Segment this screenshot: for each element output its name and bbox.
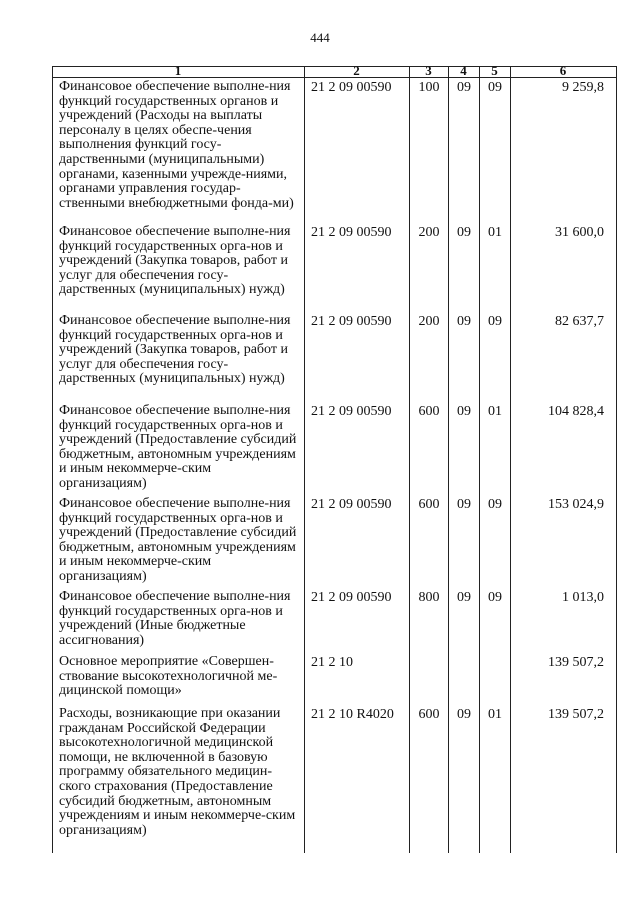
subsection-code: 01 <box>488 707 502 722</box>
expense-name: Расходы, возникающие при оказании гражданам Российской Федерации высокотехнологичной медицинской помощи, не включенной в базовую программу обязательного медицин-ского страхования (Предоставление субсидий бюджетным, автономным учреждениям и иным некоммерче-ским организациям) <box>59 706 296 838</box>
target-code: 21 2 09 00590 <box>311 314 392 329</box>
expense-type-code: 600 <box>418 404 440 419</box>
column-divider <box>479 66 480 853</box>
column-header: 3 <box>425 63 432 78</box>
expense-type-code: 200 <box>418 314 440 329</box>
page-number: 444 <box>310 30 330 45</box>
column-header: 1 <box>174 63 182 78</box>
column-header: 6 <box>559 63 567 78</box>
column-divider <box>616 66 617 853</box>
subsection-code: 09 <box>488 314 502 329</box>
column-divider <box>52 66 53 853</box>
section-code: 09 <box>457 314 471 329</box>
expense-name: Финансовое обеспечение выполне-ния функций государственных орга-нов и учреждений (Закупка товаров, работ и услуг для обеспечения госу-дарственных (муниципальных) нужд) <box>59 313 291 387</box>
subsection-code: 09 <box>488 590 502 605</box>
section-code: 09 <box>457 80 471 95</box>
column-header: 2 <box>353 63 360 78</box>
column-divider <box>304 66 305 853</box>
expense-name: Финансовое обеспечение выполне-ния функций государственных орга-нов и учреждений (Предоставление субсидий бюджетным, автономным учреждениям и иным некоммерче-ским организациям) <box>59 496 297 584</box>
amount: 139 507,2 <box>548 707 604 722</box>
expense-type-code: 100 <box>418 80 440 95</box>
amount: 139 507,2 <box>548 655 604 670</box>
amount: 104 828,4 <box>548 404 604 419</box>
expense-type-code: 600 <box>418 707 440 722</box>
amount: 31 600,0 <box>555 225 604 240</box>
target-code: 21 2 09 00590 <box>311 497 392 512</box>
column-divider <box>448 66 449 853</box>
expense-name: Финансовое обеспечение выполне-ния функций государственных орга-нов и учреждений (Закупка товаров, работ и услуг для обеспечения госу-дарственных (муниципальных) нужд) <box>59 224 291 298</box>
expense-type-code: 600 <box>418 497 440 512</box>
target-code: 21 2 09 00590 <box>311 404 392 419</box>
column-divider <box>510 66 511 853</box>
target-code: 21 2 09 00590 <box>311 590 392 605</box>
section-code: 09 <box>457 707 471 722</box>
expense-name: Финансовое обеспечение выполне-ния функций государственных органов и учреждений (Расходы на выплаты персоналу в целях обеспе-чения выполнения функций госу-дарственными (муниципальными) органами, казенными учрежде-ниями, органами управления государ-ственными внебюджетными фонда-ми) <box>59 79 294 211</box>
subsection-code: 01 <box>488 225 502 240</box>
subsection-code: 01 <box>488 404 502 419</box>
amount: 82 637,7 <box>555 314 604 329</box>
section-code: 09 <box>457 590 471 605</box>
section-code: 09 <box>457 225 471 240</box>
column-header: 4 <box>460 63 467 78</box>
amount: 9 259,8 <box>562 80 604 95</box>
target-code: 21 2 09 00590 <box>311 225 392 240</box>
subsection-code: 09 <box>488 80 502 95</box>
expense-name: Финансовое обеспечение выполне-ния функций государственных орга-нов и учреждений (Иные бюджетные ассигнования) <box>59 589 291 648</box>
expense-type-code: 200 <box>418 225 440 240</box>
section-code: 09 <box>457 497 471 512</box>
subsection-code: 09 <box>488 497 502 512</box>
column-divider <box>409 66 410 853</box>
expense-name: Основное мероприятие «Совершен-ствование высокотехнологичной ме-дицинской помощи» <box>59 654 278 699</box>
expense-type-code: 800 <box>418 590 440 605</box>
target-code: 21 2 10 R4020 <box>311 707 394 722</box>
amount: 153 024,9 <box>548 497 604 512</box>
section-code: 09 <box>457 404 471 419</box>
column-header: 5 <box>491 63 498 78</box>
target-code: 21 2 09 00590 <box>311 80 392 95</box>
amount: 1 013,0 <box>562 590 604 605</box>
expense-name: Финансовое обеспечение выполне-ния функций государственных орга-нов и учреждений (Предоставление субсидий бюджетным, автономным учреждениям и иным некоммерче-ским организациям) <box>59 403 297 491</box>
target-code: 21 2 10 <box>311 655 353 670</box>
